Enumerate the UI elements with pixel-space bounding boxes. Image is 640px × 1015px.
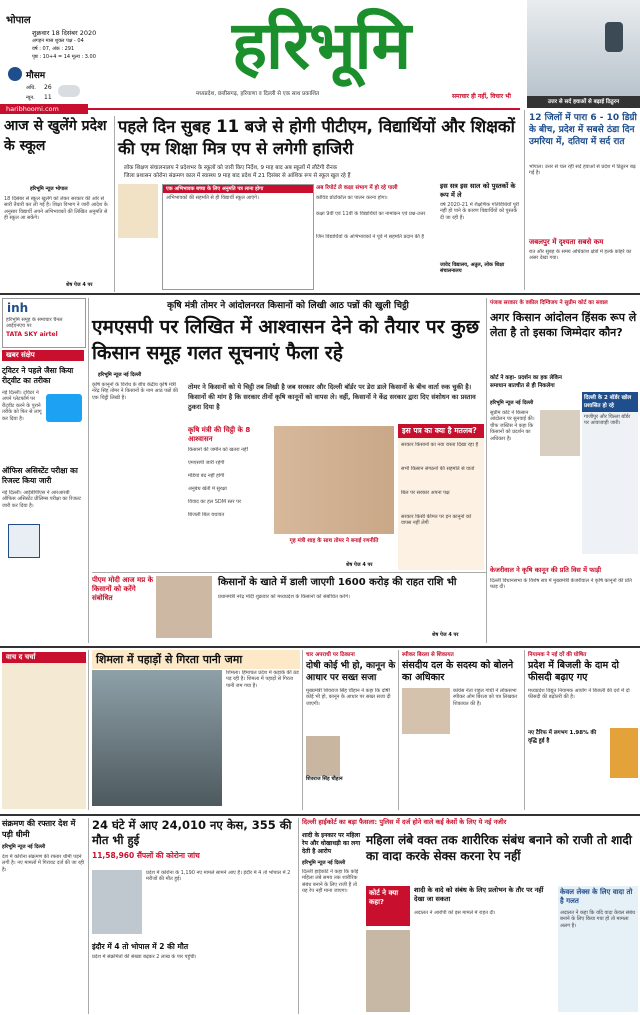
punjab-story	[490, 298, 638, 643]
delhi-hc-quote: शादी के वादे को संबंध के लिए प्रलोभन के तौर पर नहीं देखा जा सकता	[414, 886, 544, 903]
weather-body-lines	[529, 164, 639, 232]
meta-line: वर्ष : 07, अंक : 291	[32, 46, 75, 52]
lead2-side-by: जावेद विद्यालय, अतुल, लोक शिक्षा संचालनालय	[440, 262, 505, 274]
letter-box	[188, 426, 270, 568]
weather-subhead: जबलपुर में दृश्यता सबसे कम	[529, 238, 604, 246]
lead2-side-head: इस सत्र इस साल को पुस्तकों के रूप में ले	[440, 182, 516, 199]
lead2-bullets	[124, 164, 524, 180]
lead2-headline: पहले दिन सुबह 11 बजे से होगी पीटीएम, विद्यार्थियों और शिक्षकों की एम शिक्षा मित्र एप से लगेगी हाजिरी	[118, 117, 515, 158]
delhi-hc-byline: हरिभूमि न्यूज नई दिल्ली	[302, 860, 346, 866]
lead-body: 18 दिसंबर से स्कूल खुलेंगे को लेकर सरकार की ओर से सारी तैयारी कर ली गई है। शिक्षा विभाग ने जारी आदेश के अनुसार विद्यार्थी अपने अभिभावकों की लिखित अनुमति से ही स्कूल आ सकेंगे।	[4, 196, 108, 222]
covid-body: प्रदेश में कोरोना के 1,190 नए मामले सामने आए हैं। इंदौर में 4 तो भोपाल में 2 मरीजों की मौत हुई।	[146, 870, 291, 883]
meaning-point: सभी किसान संगठनों की सहमति से वार्ता	[401, 466, 475, 472]
brief-1-body: नई दिल्ली। ट्विटर ने अपने प्लेटफॉर्म पर रीट्वीट करने के पुराने तरीके को फिर से लागू कर दिया है।	[2, 390, 42, 422]
punjab-side-head: दिल्ली के 2 बॉर्डर खोल प्रशासित हो रहे	[582, 392, 638, 412]
punjab-sub-head: केजरीवाल ने कृषि कानून की प्रति विस में फाड़ी	[490, 566, 602, 574]
farmer-story	[92, 298, 484, 572]
section-label: खबर संक्षेप	[2, 350, 84, 361]
punjab-side	[582, 392, 638, 554]
punjab-side-body: गाजीपुर और चिल्ला बॉर्डर पर आवाजाही जारी।	[584, 414, 631, 427]
meaning-point: सरकार किसी कीमत पर इन कानूनों को वापस नहीं लेगी	[401, 514, 472, 527]
hc-photo	[366, 930, 410, 1012]
letter-point: अनुबंध खेती में सुरक्षा	[188, 486, 227, 492]
row-c-story	[528, 650, 638, 810]
supreme-court-photo	[540, 410, 580, 456]
pm-label: पीएम मोदी आज मप्र के किसानों को करेंगे संबोधित	[92, 576, 154, 602]
school-illustration	[118, 184, 158, 238]
shimla-story	[92, 650, 300, 810]
lead-story	[4, 116, 112, 292]
row-b-story	[402, 650, 522, 810]
tomar-shah-photo	[274, 426, 394, 534]
masthead-date: शुक्रवार 18 दिसंबर 2020	[32, 29, 97, 37]
letter-title: कृषि मंत्री की चिट्ठी के 8 आश्वासन	[188, 426, 251, 443]
weather-subbody: रात और सुबह के समय अधिकांश क्षेत्रों में हल्के कोहरे का असर देखा गया।	[529, 249, 632, 262]
lead2-notes	[316, 184, 436, 288]
lead2-box-body: अभिभावकों की सहमति से ही विद्यार्थी स्कूल आएंगे।	[166, 195, 259, 201]
shimla-photo	[92, 670, 222, 806]
covid-story	[92, 818, 296, 1014]
weather-max: 26	[44, 84, 52, 91]
inh-ad[interactable]	[2, 298, 86, 348]
delhi-hc-side-head: शादी के इनकार पर महिला रेप और धोखाधड़ी का लगा देती है आरोप	[302, 832, 361, 855]
covid-sub: 11,58,960 सैंपलों की कोरोना जांच	[92, 851, 200, 860]
pm-more: शेष पेज 4 पर	[432, 632, 459, 638]
row-b-kicker: स्पीकर बिरला से शिकायत	[402, 652, 454, 658]
weather-min-label: न्यून.	[26, 95, 35, 101]
weather-label: मौसम	[26, 71, 46, 81]
delhi-hc-side2-body: अदालत ने कहा कि यदि वादा केवल संबंध बनाने के लिए किया गया हो तो मामला अलग है।	[560, 910, 636, 929]
tagline-states: मध्यप्रदेश, छत्तीसगढ़, हरियाणा व दिल्ली से एक साथ प्रकाशित	[196, 91, 320, 97]
masthead-meta	[32, 37, 152, 65]
meta-line: पृष्ठ : 10+4 = 14 मूल्य : 3.00	[32, 54, 96, 60]
cyclist-figure	[605, 22, 623, 52]
meaning-box	[398, 424, 484, 570]
row-b-body: कांग्रेस नेता राहुल गांधी ने लोकसभा स्पीकर ओम बिरला को पत्र लिखकर शिकायत की है।	[453, 688, 518, 707]
lead-more: शेष पेज 4 पर	[66, 282, 93, 288]
delhi-hc-side2-head: केवल लेक्स के लिए वादा तो है गलत	[560, 888, 633, 905]
masthead-city: भोपाल	[6, 15, 31, 26]
lead2-note-title: अब रिपोर्ट ले कक्षा संभाग में हो रहे पाली	[316, 185, 398, 191]
ibps-logo	[8, 524, 40, 558]
row-b-headline: संसदीय दल के सदस्य को बोलने का अधिकार	[402, 660, 514, 683]
cloud-icon	[58, 85, 80, 97]
covid-body-2: प्रदेश में संक्रमितों की संख्या बढ़कर 2 लाख के पार पहुंची।	[92, 954, 197, 960]
cartoon	[2, 652, 86, 812]
pm-body: प्रधानमंत्री नरेंद्र मोदी शुक्रवार को मध्यप्रदेश के किसानों को संबोधित करेंगे।	[218, 594, 351, 600]
top-right-story	[527, 0, 640, 290]
weather-min: 11	[44, 94, 52, 101]
twitter-icon	[46, 394, 82, 422]
shimla-body: शिमला। हिमाचल प्रदेश में कड़ाके की ठंड पड़ रही है। शिमला में पहाड़ों से गिरता पानी जम गया है।	[226, 670, 299, 689]
punjab-headline: अगर किसान आंदोलन हिंसक रूप ले लेता है तो इसका जिम्मेदार कौन?	[490, 311, 637, 339]
row-a-body: मुख्यमंत्री शिवराज सिंह चौहान ने कहा कि दोषी कोई भी हो, कानून के आधार पर सख्त सजा दी जाएगी।	[306, 688, 391, 707]
website-bar[interactable]	[0, 104, 88, 114]
covid-photo	[92, 870, 142, 934]
cyclist-photo	[527, 0, 640, 96]
inh-ad-text: हरिभूमि समूह के समाचार चैनल आईएनएच पर	[6, 317, 63, 330]
lead2-box-title: एक अभिभावक बच्चा के लिए अनुमति पत्र लाना होगा	[163, 185, 313, 193]
pm-story	[92, 576, 484, 642]
meaning-title: इस पत्र का क्या है मतलब?	[398, 424, 484, 438]
weather-icon	[8, 67, 22, 81]
letter-point: किसानों की जमीन को खतरा नहीं	[188, 447, 248, 453]
lead2-side	[440, 182, 522, 290]
lead2-side-body: वर्ष 2020-21 में शैक्षणिक गतिविधियाँ पूरी नहीं हो पाने के कारण विद्यार्थियों को पुस्तकें दी जा रही हैं।	[440, 202, 520, 221]
letter-point: बिजली बिल यथावत	[188, 512, 225, 518]
farmer-headline: एमएसपी पर लिखित में आश्वासन देने को तैयार पर कुछ किसान समूह गलत सूचनाएं फैला रहे	[92, 316, 480, 364]
row-a-kicker: चार अपराधी पर ठिकाना	[306, 652, 355, 658]
lead2-story	[118, 116, 522, 292]
bullet-item: जिला प्रशासन कोरोना संक्रमण काल में स्वास्थ्य 9 माह बाद प्रदेश में 21 दिसंबर से आंशिक रूप से स्कूल खुल रहे हैं	[124, 173, 351, 179]
farmer-deck: तोमर ने किसानों को ये चिट्ठी तब लिखी है जब सरकार और दिल्ली बॉर्डर पर डेरा डाले किसानों के बीच वार्ता रुक चुकी है। किसानों की मांग है कि सरकार तीनों कृषि कानूनों को वापस ले। वहीं, किसानों ने केंद्र सरकार द्वारा दिए संशोधन का प्रस्ताव ठुकरा दिया है	[188, 383, 476, 411]
rahul-photo	[402, 688, 450, 734]
shimla-headline: शिमला में पहाड़ों से गिरता पानी जमा	[92, 650, 300, 669]
delhi-hc-body-2: अदालत ने आरोपी को इस मामले में राहत दी।	[414, 910, 496, 916]
pm-headline: किसानों के खाते में डाली जाएगी 1600 करोड़ की राहत राशि भी	[218, 577, 457, 588]
left-column	[2, 298, 86, 643]
weather-max-label: अधि.	[26, 85, 36, 91]
farmer-byline: हरिभूमि न्यूज नई दिल्ली	[98, 372, 142, 378]
punjab-body: सुप्रीम कोर्ट ने किसान आंदोलन पर सुनवाई की। चीफ जस्टिस ने कहा कि किसानों को प्रदर्शन का अधिकार है।	[490, 410, 535, 442]
tower-photo	[610, 728, 638, 778]
lead-headline: आज से खुलेंगे प्रदेश के स्कूल	[4, 118, 107, 154]
delhi-hc-kicker: दिल्ली हाईकोर्ट का बड़ा फैसला: पुलिस में दर्ज होने वाले कई केसों के लिए ये नई नजीर	[302, 818, 507, 826]
weather-headline: 12 जिलों में पारा 6 - 10 डिग्री के बीच, प्रदेश में सबसे ठंडा दिन उमरिया में, दतिया में सर्द रात	[529, 113, 637, 147]
row-c-body: मध्यप्रदेश विद्युत नियामक आयोग ने बिजली की दरों में दो फीसदी की बढ़ोतरी की है।	[528, 688, 630, 701]
meaning-point: सरकार किसानों का नया रास्ता दिखा रहा है	[401, 442, 479, 448]
lead2-point: जिन विद्यार्थियों के अभिभावकों ने पूर्व में सहमति प्रदान की है	[316, 234, 424, 240]
punjab-kicker: पंजाब सरकार के वकील दिग्विजय ने सुप्रीम कोर्ट का सवाल	[490, 300, 608, 306]
bottom-left-body: देश में कोरोना संक्रमण की रफ्तार धीमी पड़ने लगी है। नए मामलों में गिरावट दर्ज की जा रही है।	[2, 854, 85, 873]
covid-headline: 24 घंटे में आए 24,010 नए केस, 355 की मौत भी हुई	[92, 818, 292, 847]
court-box-label: कोर्ट ने क्या कहा?	[369, 889, 399, 906]
row-a-headline: दोषी कोई भी हो, कानून के आधार पर सख्त सजा	[306, 661, 396, 683]
court-box	[366, 886, 410, 926]
letter-point: एमएसपी जारी रहेगी	[188, 460, 225, 466]
lead-byline: हरिभूमि न्यूज भोपाल	[30, 186, 68, 192]
bullet-item: लोक शिक्षण संचालनालय ने प्रदेशभर के स्कूलों को जारी किए निर्देश, 9 माह बाद अब स्कूलों में लौटेगी रौनक	[124, 165, 337, 171]
delhi-hc-side2	[558, 886, 638, 1012]
modi-photo	[156, 576, 212, 638]
inh-logo: inh	[7, 301, 29, 315]
body-line: भोपाल। उत्तर से चल रही सर्द हवाओं से प्रदेश में ठिठुरन बढ़ गई है।	[529, 164, 636, 177]
row-a-story	[306, 650, 396, 810]
delhi-hc-headline: महिला लंबे वक्त तक शारीरिक संबंध बनाने को राजी तो शादी का वादा करके सेक्स करना रेप नहीं	[366, 833, 632, 863]
cartoon-drawing	[2, 663, 86, 809]
meta-line: अगहन मास शुक्ल पक्ष - 04	[32, 38, 84, 44]
photo-caption: गृह मंत्री शाह के साथ तोमर ने बनाई रणनीति	[289, 538, 379, 544]
tagline-slogan: समाचार ही नहीं, विचार भी	[452, 93, 511, 100]
photo-caption: उत्तर से सर्द हवाओं से बढ़ाई ठिठुरन	[547, 99, 620, 105]
brief-2-head: ऑफिस असिस्टेंट परीक्षा का रिजल्ट किया जारी	[2, 466, 78, 485]
cartoon-title: वाच द चर्चा	[2, 652, 86, 663]
logo: हरिभूमि	[231, 7, 411, 84]
brief-2-body: नई दिल्ली। आईबीपीएस ने आरआरबी ऑफिस असिस्टेंट प्रीलिम्स परीक्षा का रिजल्ट जारी कर दिया है।	[2, 490, 81, 509]
row-c-side: नए टैरिफ में लगभग 1.98% की वृद्धि हुई है	[528, 730, 597, 744]
farmer-more: शेष पेज 4 पर	[346, 562, 373, 568]
meaning-point: बिल पर सरकार अपना पक्ष	[401, 490, 450, 496]
delhi-hc-body: दिल्ली हाईकोर्ट ने कहा कि कोई महिला लंबे समय तक शारीरिक संबंध बनाने के लिए राजी है तो यह रेप नहीं माना जाएगा।	[302, 869, 359, 895]
farmer-kicker: कृषि मंत्री तोमर ने आंदोलनरत किसानों को लिखी आठ पन्नों की खुली चिट्ठी	[167, 301, 409, 311]
punjab-deck: कोर्ट ने कहा- प्रदर्शन का हक लेकिन समाधान बातचीत से ही निकलेगा	[490, 375, 562, 389]
bottom-left-story	[2, 818, 86, 1014]
punjab-sub-body: दिल्ली विधानसभा के विशेष सत्र में मुख्यमंत्री केजरीवाल ने कृषि कानूनों की प्रति फाड़ दी।	[490, 578, 632, 591]
website-link[interactable]: haribhoomi.com	[6, 105, 59, 113]
bottom-left-headline: संक्रमण की रफ्तार देश में पड़ी धीमी	[2, 819, 76, 839]
bottom-left-byline: हरिभूमि न्यूज नई दिल्ली	[2, 844, 46, 850]
lead2-point: कोविड प्रोटोकॉल का पालन करना होगा।	[316, 195, 388, 201]
lead2-point: कक्षा 9वीं एवं 11वीं के विद्यार्थियों का नामांकन एवं प्रश्न-उत्तर	[316, 211, 426, 217]
lead2-box	[162, 184, 314, 290]
shivraj-photo	[306, 736, 340, 776]
delhi-hc-story	[302, 818, 638, 1014]
inh-network: TATA SKY airtel	[6, 331, 58, 338]
row-a-caption: शिवराज सिंह चौहान	[306, 776, 343, 782]
row-c-kicker: नियामक ने नई दरें की घोषित	[528, 652, 587, 658]
weather-box	[8, 67, 80, 107]
photo-caption-bar	[527, 96, 640, 108]
row-c-headline: प्रदेश में बिजली के दाम दो फीसदी बढ़ाए गए	[528, 660, 619, 683]
punjab-byline: हरिभूमि न्यूज नई दिल्ली	[490, 400, 534, 406]
covid-indore: इंदौर में 4 तो भोपाल में 2 की मौत	[92, 942, 189, 951]
brief-1-head: ट्विटर ने पहले जैसा किया रीट्वीट का तरीका	[2, 366, 74, 385]
delhi-hc-side	[302, 832, 362, 1012]
letter-point: विवाद का हल SDM स्तर पर	[188, 499, 241, 505]
letter-point: मंडियां बंद नहीं होंगी	[188, 473, 225, 479]
farmer-body: कृषि कानूनों के विरोध के बीच केंद्रीय कृषि मंत्री नरेंद्र सिंह तोमर ने किसानों के नाम आठ पन्नों की एक चिट्ठी लिखी है।	[92, 382, 178, 401]
